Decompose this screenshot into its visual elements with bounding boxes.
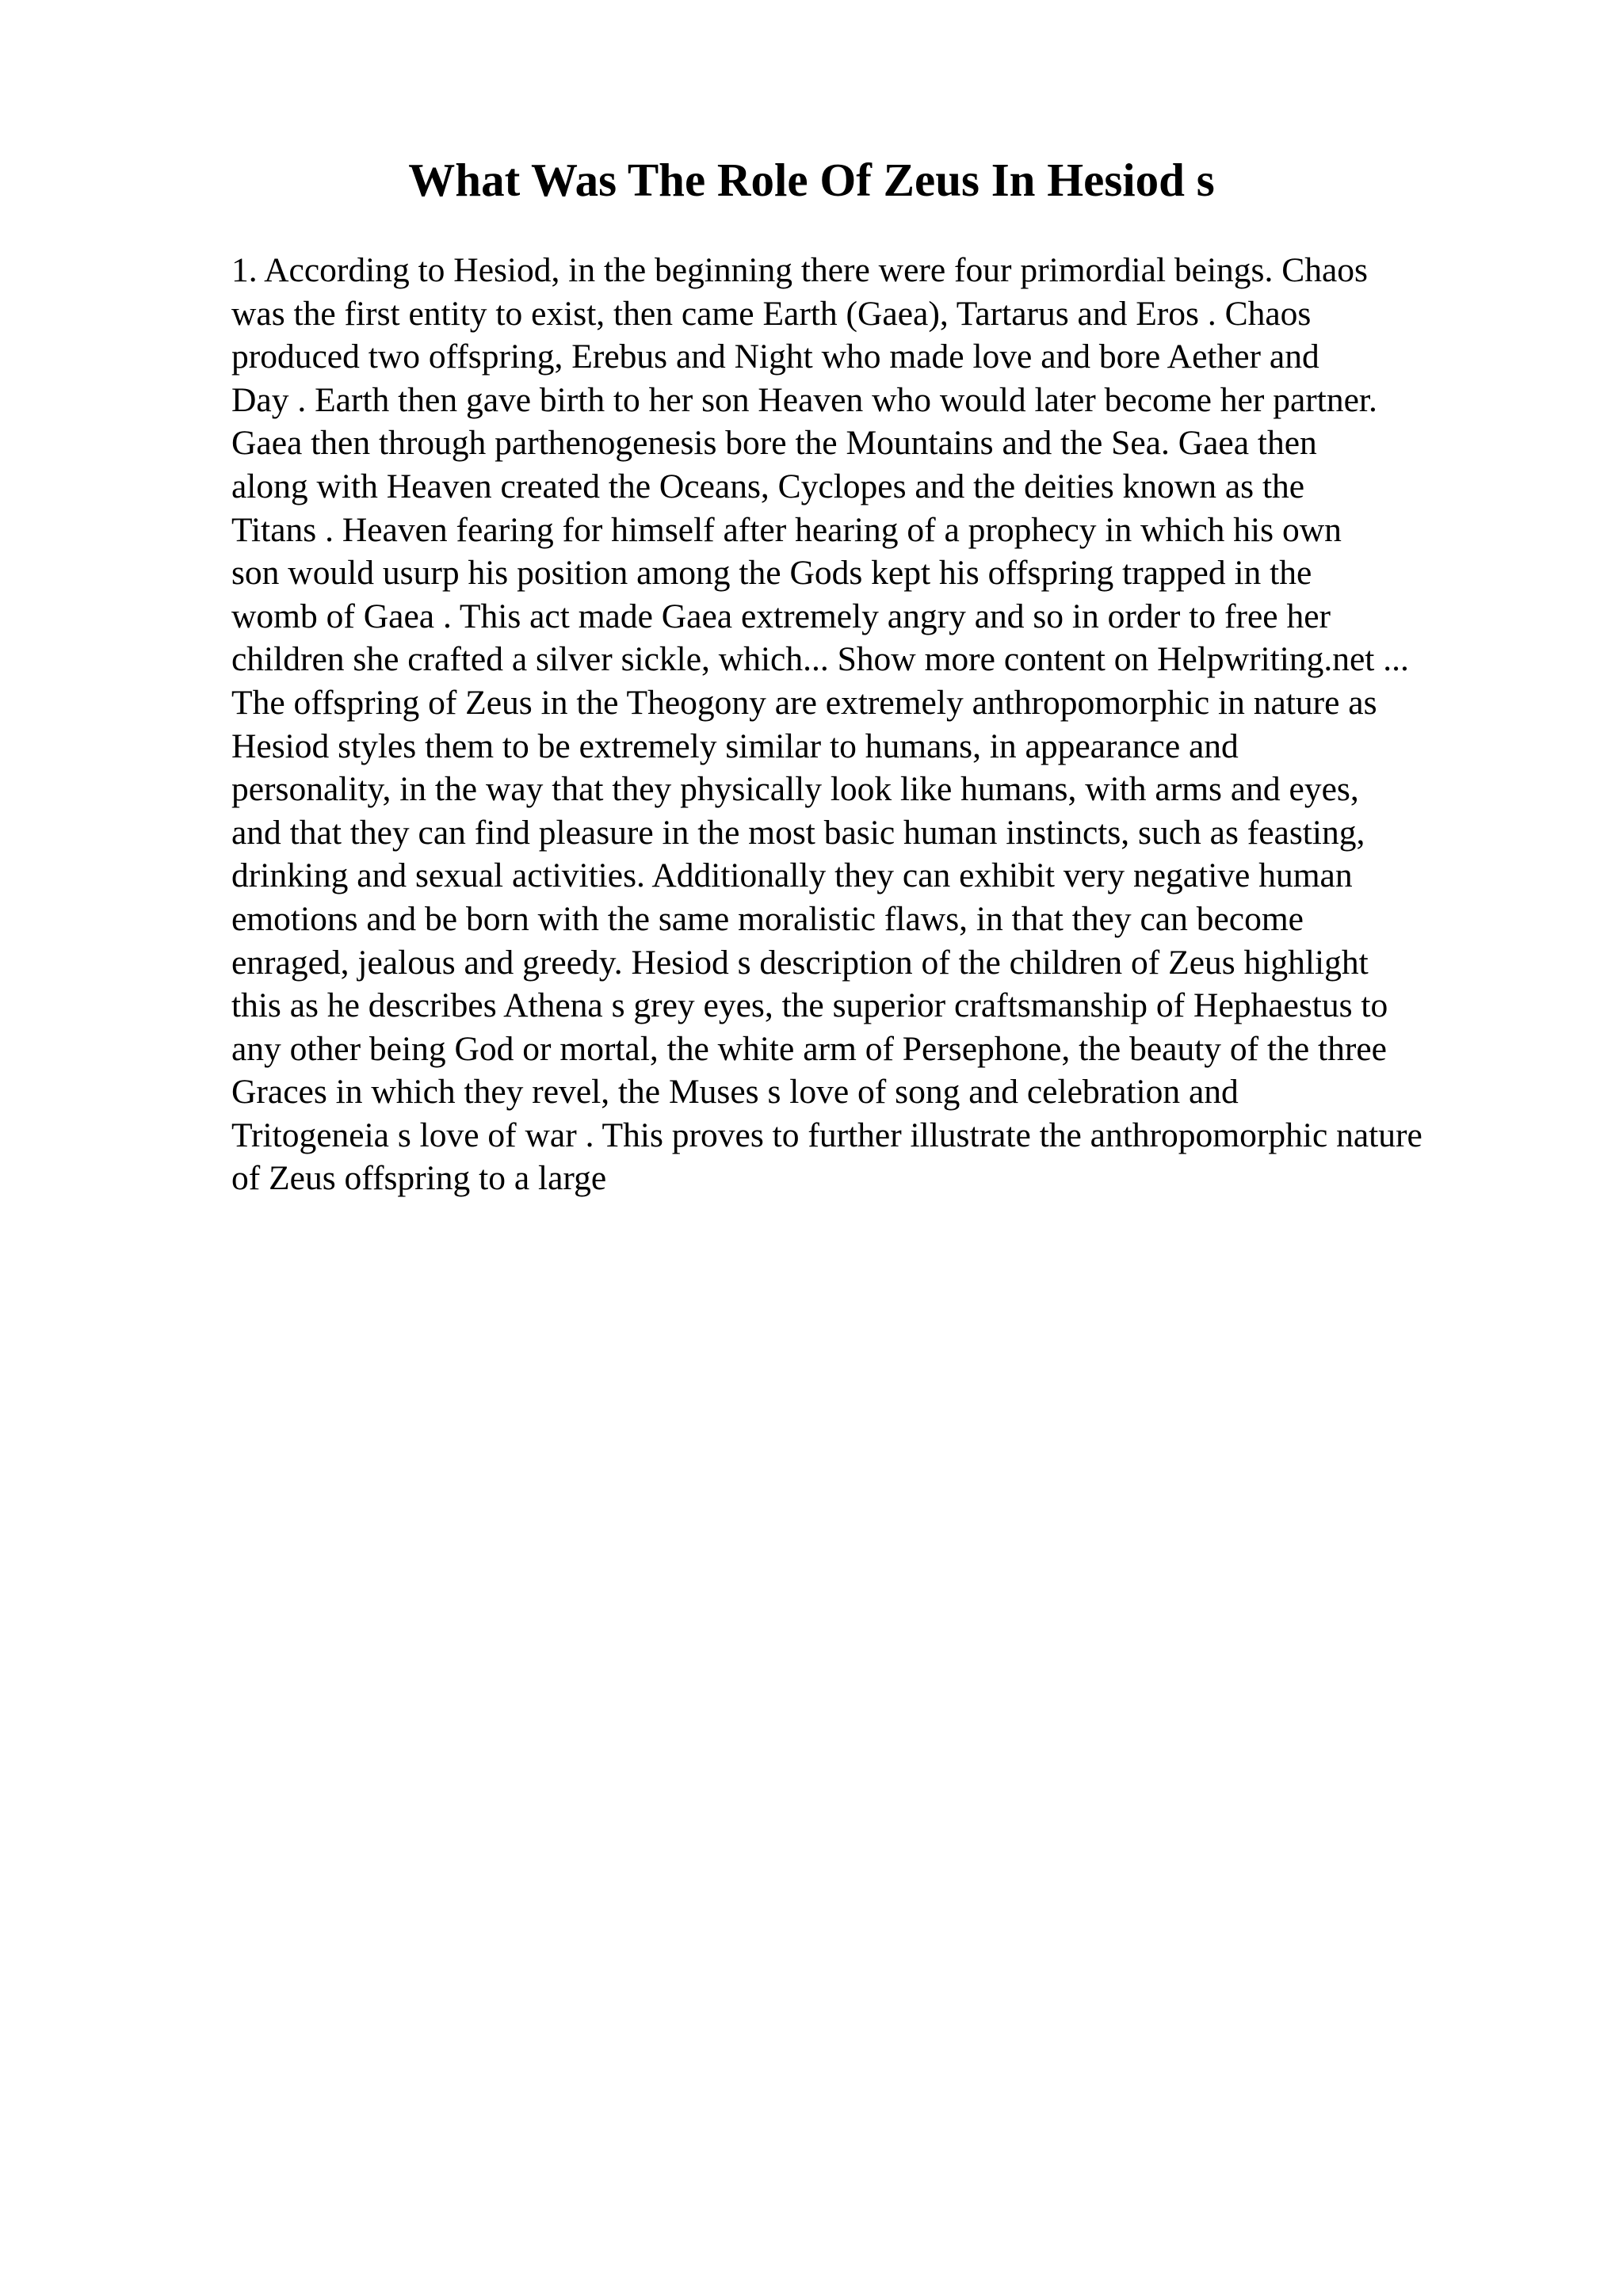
body-line: personality, in the way that they physically look like humans, with arms and eyes, [231,770,1359,809]
body-line: womb of Gaea . This act made Gaea extremely angry and so in order to free her [231,597,1331,635]
body-line: son would usurp his position among the Gods kept his offspring trapped in the [231,554,1312,593]
body-line: along with Heaven created the Oceans, Cyclopes and the deities known as the [231,467,1305,505]
body-line: any other being God or mortal, the white arm of Persephone, the beauty of the three [231,1029,1387,1068]
body-line: Graces in which they revel, the Muses s love of song and celebration and [231,1073,1239,1112]
document-body [231,249,1531,1200]
body-line: emotions and be born with the same moralistic flaws, in that they can become [231,899,1304,938]
body-line: was the first entity to exist, then came Earth (Gaea), Tartarus and Eros . Chaos [231,294,1312,333]
body-line: enraged, jealous and greedy. Hesiod s description of the children of Zeus highlight [231,943,1369,982]
body-line: Titans . Heaven fearing for himself after hearing of a prophecy in which his own [231,510,1342,549]
body-line: 1. According to Hesiod, in the beginning there were four primordial beings. Chaos [231,251,1368,289]
body-line: children she crafted a silver sickle, which... Show more content on Helpwriting.net ... [231,640,1409,679]
body-line: of Zeus offspring to a large [231,1159,607,1198]
body-line: produced two offspring, Erebus and Night who made love and bore Aether and [231,338,1319,376]
body-line: Day . Earth then gave birth to her son Heaven who would later become her partner. [231,380,1377,419]
body-line: The offspring of Zeus in the Theogony are extremely anthropomorphic in nature as [231,683,1377,722]
body-line: and that they can find pleasure in the most basic human instincts, such as feasting, [231,813,1365,852]
body-line: Hesiod styles them to be extremely similar to humans, in appearance and [231,727,1239,765]
body-line: Tritogeneia s love of war . This proves to further illustrate the anthropomorphic nature [231,1116,1423,1154]
body-line: drinking and sexual activities. Additionally they can exhibit very negative human [231,856,1353,895]
body-line: Gaea then through parthenogenesis bore the Mountains and the Sea. Gaea then [231,424,1317,463]
document-title: What Was The Role Of Zeus In Hesiod s [408,154,1215,206]
body-line: this as he describes Athena s grey eyes, the superior craftsmanship of Hephaestus to [231,986,1388,1025]
